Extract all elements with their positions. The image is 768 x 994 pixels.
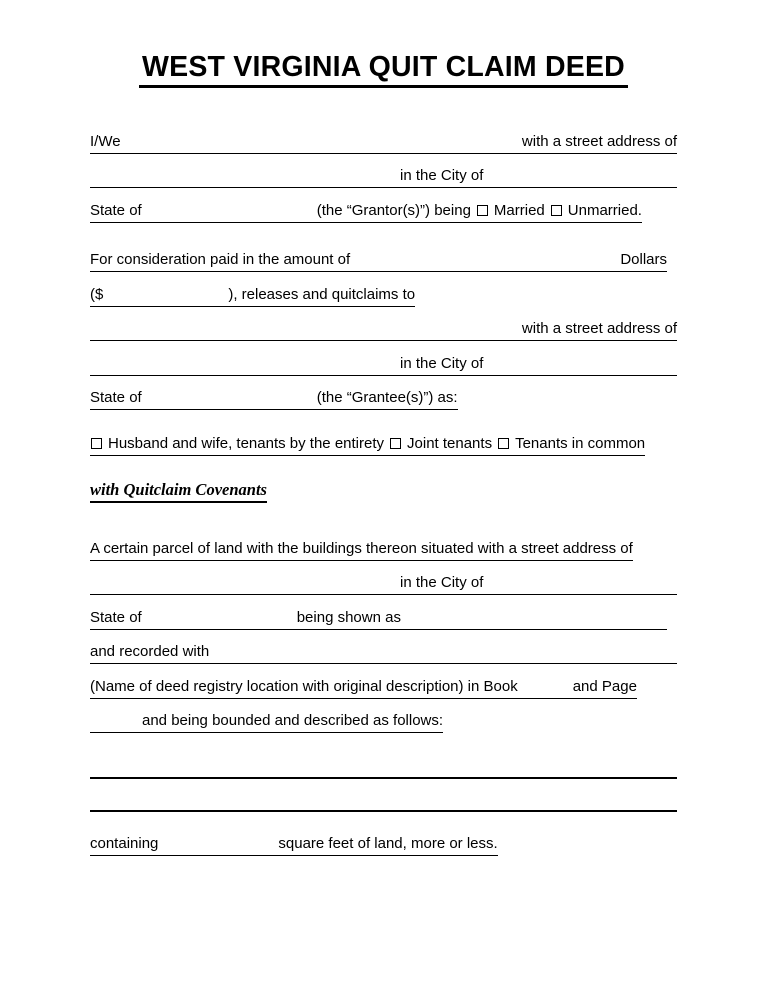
- plat-reference-field[interactable]: [401, 629, 667, 630]
- property-city-of-label: in the City of: [400, 574, 483, 595]
- description-line-1: [90, 744, 677, 779]
- grantor-parenthetical-label: (the “Grantor(s)”) being: [316, 201, 471, 219]
- page-number-line: [90, 699, 677, 734]
- bounded-described-label: and being bounded and described as follows:: [142, 712, 443, 733]
- grantor-state-line: [90, 188, 677, 223]
- grantor-status-group: [317, 202, 642, 223]
- grantor-state-of-label: State of: [90, 202, 142, 223]
- page-title: WEST VIRGINIA QUIT CLAIM DEED: [139, 52, 628, 88]
- property-city-field[interactable]: [483, 594, 677, 595]
- legal-description-field-2[interactable]: [90, 810, 677, 812]
- grantee-name-line: [90, 307, 677, 342]
- and-page-label: and Page: [573, 678, 637, 699]
- grantee-street-address-of-label: with a street address of: [522, 320, 677, 341]
- tenancy-options-group: [90, 435, 645, 456]
- tenants-in-common-checkbox[interactable]: [498, 438, 509, 449]
- iwe-label: I/We: [90, 133, 121, 154]
- grantee-state-of-label: State of: [90, 389, 142, 410]
- releases-quitclaims-label: ), releases and quitclaims to: [228, 286, 415, 307]
- parcel-lead-line: [90, 526, 677, 561]
- joint-tenants-label: Joint tenants: [407, 434, 493, 452]
- covenants-line: [90, 469, 677, 504]
- dollars-label: Dollars: [620, 251, 667, 272]
- grantor-name-field[interactable]: [121, 153, 522, 154]
- registry-name-field[interactable]: [209, 663, 677, 664]
- grantor-address-line: [90, 154, 677, 189]
- married-label: Married: [493, 201, 545, 219]
- grantee-street-address-field[interactable]: [90, 375, 400, 376]
- grantor-street-address-of-label: with a street address of: [522, 133, 677, 154]
- book-number-field[interactable]: [518, 698, 573, 699]
- grantor-street-address-field[interactable]: [90, 187, 400, 188]
- registry-book-line: [90, 664, 677, 699]
- consideration-lead-label: For consideration paid in the amount of: [90, 251, 350, 272]
- consideration-line: [90, 238, 677, 273]
- property-street-address-field[interactable]: [90, 594, 400, 595]
- description-line-2: [90, 779, 677, 812]
- being-shown-as-label: being shown as: [297, 609, 401, 630]
- unmarried-checkbox[interactable]: [551, 205, 562, 216]
- consideration-amount-words-field[interactable]: [350, 271, 620, 272]
- square-feet-label: square feet of land, more or less.: [278, 835, 497, 856]
- quitclaim-covenants-label: with Quitclaim Covenants: [90, 480, 267, 503]
- grantee-name-field[interactable]: [90, 340, 522, 341]
- grantee-city-of-label: in the City of: [400, 355, 483, 376]
- recorded-with-label: and recorded with: [90, 643, 209, 664]
- tenancy-line: [90, 421, 677, 456]
- grantor-state-field[interactable]: [142, 222, 317, 223]
- tenants-in-common-label: Tenants in common: [515, 434, 646, 452]
- consideration-amount-numeric-field[interactable]: [103, 306, 228, 307]
- area-field[interactable]: [158, 855, 278, 856]
- grantee-state-line: [90, 376, 677, 411]
- registry-book-label: (Name of deed registry location with original description) in Book: [90, 678, 518, 699]
- grantor-name-line: [90, 119, 677, 154]
- grantor-city-of-label: in the City of: [400, 167, 483, 188]
- open-paren-dollar-label: ($: [90, 286, 103, 307]
- title-row: [90, 52, 677, 88]
- grantee-city-field[interactable]: [483, 375, 677, 376]
- husband-wife-tenants-label: Husband and wife, tenants by the entirety: [108, 434, 385, 452]
- page-number-field[interactable]: [90, 732, 142, 733]
- grantor-city-field[interactable]: [483, 187, 677, 188]
- containing-line: [90, 822, 677, 857]
- legal-description-field-1[interactable]: [90, 777, 677, 779]
- property-state-of-label: State of: [90, 609, 142, 630]
- married-checkbox[interactable]: [477, 205, 488, 216]
- containing-label: containing: [90, 835, 158, 856]
- husband-wife-tenants-checkbox[interactable]: [91, 438, 102, 449]
- property-address-line: [90, 561, 677, 596]
- grantee-address-line: [90, 341, 677, 376]
- parcel-lead-label: A certain parcel of land with the buildings thereon situated with a street address of: [90, 540, 633, 561]
- grantee-parenthetical-label: (the “Grantee(s)”) as:: [317, 389, 458, 410]
- consideration-numeric-line: [90, 272, 677, 307]
- joint-tenants-checkbox[interactable]: [390, 438, 401, 449]
- property-state-line: [90, 595, 677, 630]
- unmarried-label: Unmarried.: [567, 201, 642, 219]
- property-state-field[interactable]: [142, 629, 297, 630]
- recorded-with-line: [90, 630, 677, 665]
- grantee-state-field[interactable]: [142, 409, 317, 410]
